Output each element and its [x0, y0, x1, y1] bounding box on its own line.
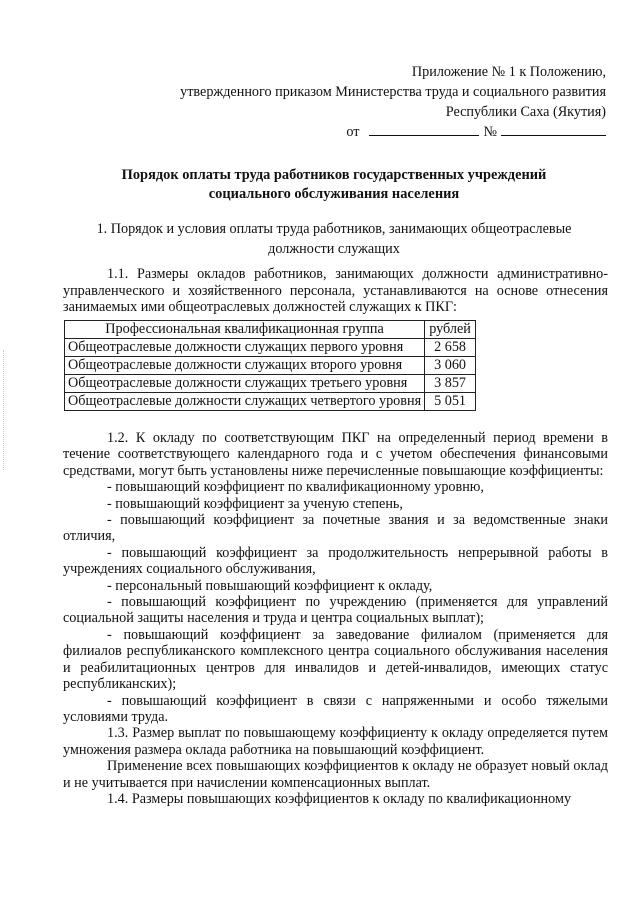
- header-line-1: Приложение № 1 к Положению,: [411, 64, 606, 80]
- paragraph-1-2: 1.2. К окладу по соответствующим ПКГ на определенный период времени в течение соответствующего календарного года и с учетом обеспечения финансовыми средствами, могут быть установлены ниже перечисленные повышающие коэффициенты:: [63, 430, 608, 479]
- salary-table: [64, 320, 476, 411]
- paragraph-1-4: 1.4. Размеры повышающих коэффициентов к окладу по квалификационному: [107, 790, 572, 807]
- coefficient-item: - повышающий коэффициент за заведование филиалом (применяется для филиалов республиканского комплексного центра социального обслуживания населения и реабилитационных центров для инвалидов и детей-инвалидов, имеющих статус республиканских);: [63, 626, 608, 693]
- number-blank: [501, 122, 606, 136]
- table-row: [65, 357, 476, 375]
- paragraph-1-1: 1.1. Размеры окладов работников, занимающих должности административно-управленческого и хозяйственного персонала, устанавливаются на основе отнесения занимаемых ими общеотраслевых должностей служащих к ПКГ:: [63, 266, 608, 315]
- title-line-2: социального обслуживания населения: [208, 186, 460, 202]
- salary-value: 3 857: [425, 375, 476, 393]
- coefficient-item: - повышающий коэффициент по учреждению (применяется для управлений социальной защиты населения и труда и центра социальных выплат);: [63, 594, 608, 627]
- coefficient-item: - повышающий коэффициент за ученую степень,: [107, 495, 403, 512]
- number-label: №: [483, 124, 497, 140]
- paragraph-1-3: 1.3. Размер выплат по повышающему коэффициенту к окладу определяется путем умножения размера оклада работника на повышающий коэффициент.: [63, 725, 608, 758]
- table-header-row: [65, 321, 476, 339]
- group-name: Общеотраслевые должности служащих четвертого уровня: [65, 393, 425, 411]
- salary-value: 2 658: [425, 339, 476, 357]
- date-blank: [369, 122, 479, 136]
- column-header-group: Профессиональная квалификационная группа: [65, 321, 425, 339]
- group-name: Общеотраслевые должности служащих первого уровня: [65, 339, 425, 357]
- table-row: [65, 375, 476, 393]
- coefficient-item: - повышающий коэффициент по квалификационному уровню,: [107, 479, 484, 496]
- header-date-number-line: [126, 122, 606, 142]
- section-line-1: 1. Порядок и условия оплаты труда работников, занимающих общеотраслевые: [96, 221, 572, 237]
- coefficient-item: - повышающий коэффициент в связи с напряженными и особо тяжелыми условиями труда.: [63, 692, 608, 725]
- group-name: Общеотраслевые должности служащих второго уровня: [65, 357, 425, 375]
- group-name: Общеотраслевые должности служащих третьего уровня: [65, 375, 425, 393]
- paragraph-1-3-note: Применение всех повышающих коэффициентов к окладу не образует новый оклад и не учитывается при начислении компенсационных выплат.: [63, 758, 608, 791]
- section-heading-1: [60, 219, 608, 259]
- section-line-2: должности служащих: [268, 241, 400, 257]
- title-line-1: Порядок оплаты труда работников государственных учреждений: [121, 167, 547, 183]
- coefficient-item: - персональный повышающий коэффициент к окладу,: [107, 577, 433, 594]
- appendix-header: [126, 62, 606, 142]
- table-row: [65, 393, 476, 411]
- header-line-2: утвержденного приказом Министерства труда и социального развития: [180, 84, 606, 100]
- coefficient-item: - повышающий коэффициент за почетные звания и за ведомственные знаки отличия,: [63, 512, 608, 545]
- column-header-rubles: рублей: [425, 321, 476, 339]
- table-row: [65, 339, 476, 357]
- header-line-3: Республики Саха (Якутия): [445, 104, 606, 120]
- salary-value: 5 051: [425, 393, 476, 411]
- coefficient-item: - повышающий коэффициент за продолжительность непрерывной работы в учреждениях социального обслуживания,: [63, 544, 608, 578]
- coefficients-section: [63, 430, 608, 807]
- document-title: [60, 166, 608, 204]
- from-label: от: [346, 124, 360, 140]
- salary-value: 3 060: [425, 357, 476, 375]
- scan-artifact: [3, 350, 6, 470]
